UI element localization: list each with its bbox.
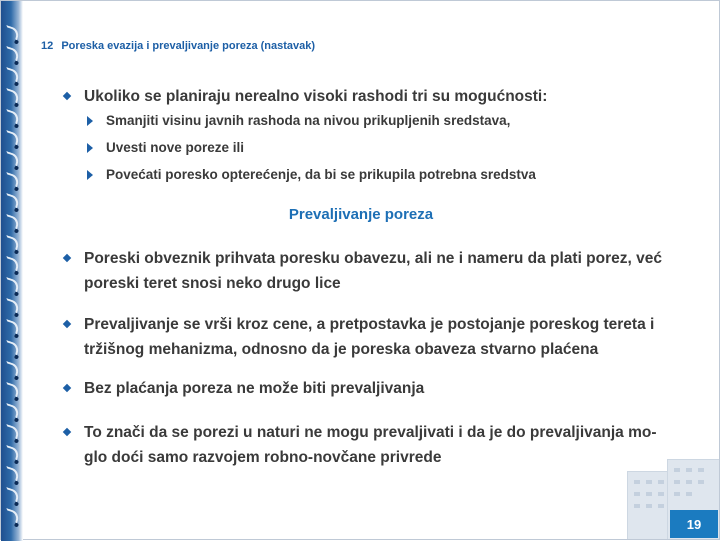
binder-ring-icon xyxy=(3,319,21,335)
binder-ring-icon xyxy=(3,46,21,62)
sub-item-text: Uvesti nove poreze ili xyxy=(106,140,245,155)
binder-ring-icon xyxy=(3,88,21,104)
binder-ring-icon xyxy=(3,424,21,440)
slide-header xyxy=(41,40,315,52)
intro-bullet-text: Ukoliko se planiraju nerealno visoki rashodi tri su mogućnosti: xyxy=(84,88,548,105)
binder-ring-icon xyxy=(3,235,21,251)
bullet-text-line: Poreski obveznik prihvata poresku obavezu, ali ne i nameru da plati porez, već xyxy=(84,250,662,267)
binder-ring-icon xyxy=(3,466,21,482)
diamond-bullet-icon xyxy=(63,254,71,262)
binder-ring-icon xyxy=(3,382,21,398)
intro-bullet xyxy=(63,84,688,109)
binder-ring-icon xyxy=(3,445,21,461)
bullet-text-line: poreski teret snosi neko drugo lice xyxy=(84,275,341,292)
page-number-badge: 19 xyxy=(670,510,718,538)
binder-ring-icon xyxy=(3,130,21,146)
diamond-bullet-icon xyxy=(63,384,71,392)
binder-ring-icon xyxy=(3,277,21,293)
sub-item-text: Smanjiti visinu javnih rashoda na nivou prikupljenih sredstava, xyxy=(106,113,511,128)
bullet-text-line: To znači da se porezi u naturi ne mogu prevaljivati i da je do prevaljivanja mo- xyxy=(84,424,657,441)
diamond-bullet-icon xyxy=(63,92,71,100)
binder-ring-icon xyxy=(3,298,21,314)
sub-item-text: Povećati poresko opterećenje, da bi se prikupila potrebna sredstva xyxy=(106,167,536,182)
diamond-bullet-icon xyxy=(63,320,71,328)
bullet-text-line: Prevaljivanje se vrši kroz cene, a pretpostavka je postojanje poreskog tereta i xyxy=(84,316,655,333)
bullet-text-line: tržišnog mehanizma, odnosno da je poreska obaveza stvarno plaćena xyxy=(84,341,599,358)
bullet-text-line: glo doći samo razvojem robno-novčane privrede xyxy=(84,449,442,466)
binder-ring-icon xyxy=(3,172,21,188)
sub-item xyxy=(85,111,685,131)
bullet-item xyxy=(63,312,688,362)
binder-ring-icon xyxy=(3,487,21,503)
binder-ring-icon xyxy=(3,340,21,356)
binder-ring-icon xyxy=(3,256,21,272)
header-number: 12 xyxy=(41,40,54,52)
triangle-bullet-icon xyxy=(87,170,93,180)
header-title: Poreska evazija i prevaljivanje poreza (nastavak) xyxy=(61,40,316,52)
bullet-text-line: Bez plaćanja poreza ne može biti prevaljivanja xyxy=(84,380,425,397)
bullet-item xyxy=(63,420,688,470)
binder-ring-icon xyxy=(3,25,21,41)
binder-ring-icon xyxy=(3,361,21,377)
triangle-bullet-icon xyxy=(87,143,93,153)
binder-ring-icon xyxy=(3,403,21,419)
binder-ring-icon xyxy=(3,109,21,125)
binder-ring-icon xyxy=(3,151,21,167)
sub-item xyxy=(85,165,685,185)
section-title: Prevaljivanje poreza xyxy=(288,206,434,223)
sub-list xyxy=(85,111,685,185)
diamond-bullet-icon xyxy=(63,428,71,436)
binder-ring-icon xyxy=(3,67,21,83)
binder-spine xyxy=(1,1,23,541)
sub-item xyxy=(85,138,685,158)
bullet-item xyxy=(63,376,688,401)
bullet-item xyxy=(63,246,688,296)
binder-ring-icon xyxy=(3,508,21,524)
triangle-bullet-icon xyxy=(87,116,93,126)
